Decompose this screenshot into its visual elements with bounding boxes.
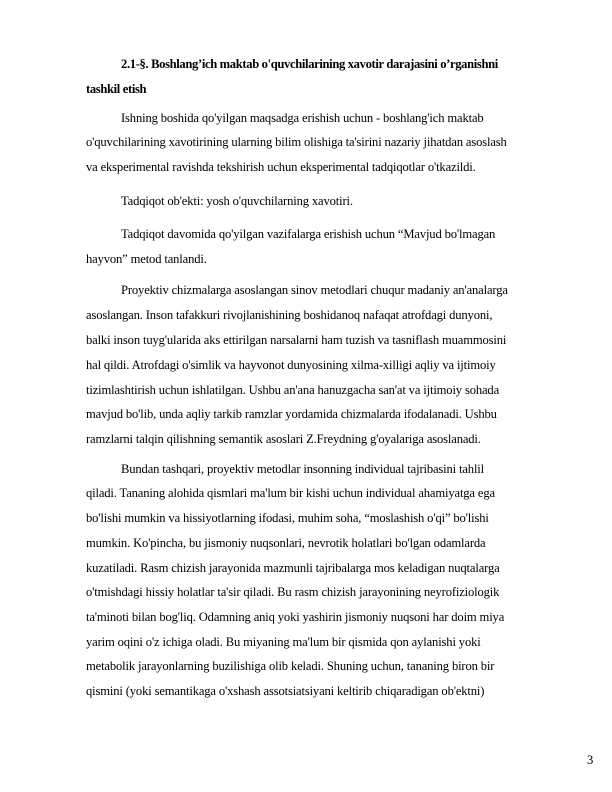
paragraph-4-line-2: asoslangan. Inson tafakkuri rivojlanishining boshidanoq nafaqat atrofdagi dunyoni, bbox=[86, 308, 493, 322]
page-number: 3 bbox=[587, 753, 594, 767]
paragraph-4-line-6: mavjud bo'lib, unda aqliy tarkib ramzlar yordamida chizmalarda ifodalanadi. Ushbu bbox=[86, 407, 497, 421]
paragraph-1-line-2: o'quvchilarining xavotirining ularning bilim olishiga ta'sirini nazariy jihatdan asoslash bbox=[86, 135, 507, 149]
section-heading-line-2: tashkil etish bbox=[86, 82, 147, 96]
paragraph-4-line-7: ramzlarni talqin qilishning semantik asoslari Z.Freydning g'oyalariga asoslanadi. bbox=[86, 432, 481, 446]
paragraph-5-line-5: kuzatiladi. Rasm chizish jarayonida mazmunli tajribalarga mos keladigan nuqtalarga bbox=[86, 561, 500, 575]
paragraph-4-line-3: balki inson tuyg'ularida aks ettirilgan narsalarni ham tuzish va tasniflash muammosini bbox=[86, 333, 507, 347]
paragraph-5-line-6: o'tmishdagi hissiy holatlar ta'sir qiladi. Bu rasm chizish jarayonining neyrofiziologik bbox=[86, 585, 500, 599]
paragraph-5-line-7: ta'minoti bilan bog'liq. Odamning aniq yoki yashirin jismoniy nuqsoni har doim miya bbox=[86, 610, 505, 624]
paragraph-3-line-1: Tadqiqot davomida qo'yilgan vazifalarga erishish uchun “Mavjud bo'lmagan bbox=[121, 227, 496, 241]
paragraph-4-line-4: hal qildi. Atrofdagi o'simlik va hayvonot dunyosining xilma-xilligi aqliy va ijtimoiy bbox=[86, 358, 496, 372]
section-heading-line-1: 2.1-§. Boshlang’ich maktab o'quvchilarining xavotir darajasini o’rganishni bbox=[121, 57, 498, 71]
paragraph-1-line-1: Ishning boshida qo'yilgan maqsadga erishish uchun - boshlang'ich maktab bbox=[121, 111, 484, 125]
paragraph-4-line-1: Proyektiv chizmalarga asoslangan sinov metodlari chuqur madaniy an'analarga bbox=[121, 283, 508, 297]
paragraph-5-line-1: Bundan tashqari, proyektiv metodlar insonning individual tajribasini tahlil bbox=[121, 462, 485, 476]
paragraph-5-line-8: yarim oqini o'z ichiga oladi. Bu miyaning ma'lum bir qismida qon aylanishi yoki bbox=[86, 635, 481, 649]
paragraph-5-line-2: qiladi. Tananing alohida qismlari ma'lum bir kishi uchun individual ahamiyatga ega bbox=[86, 486, 495, 500]
paragraph-5-line-3: bo'lishi mumkin va hissiyotlarning ifodasi, muhim soha, “moslashish o'qi” bo'lishi bbox=[86, 511, 489, 525]
paragraph-5-line-4: mumkin. Ko'pincha, bu jismoniy nuqsonlari, nevrotik holatlari bo'lgan odamlarda bbox=[86, 536, 486, 550]
paragraph-4-line-5: tizimlashtirish uchun ishlatilgan. Ushbu an'ana hanuzgacha san'at va ijtimoiy sohada bbox=[86, 383, 500, 397]
paragraph-3-line-2: hayvon” metod tanlandi. bbox=[86, 252, 207, 266]
paragraph-1-line-3: va eksperimental ravishda tekshirish uchun eksperimental tadqiqotlar o'tkazildi. bbox=[86, 160, 476, 174]
paragraph-2-line-1: Tadqiqot ob'ekti: yosh o'quvchilarning xavotiri. bbox=[121, 194, 353, 208]
paragraph-5-line-9: metabolik jarayonlarning buzilishiga olib keladi. Shuning uchun, tananing biron bir bbox=[86, 659, 495, 673]
paragraph-5-line-10: qismini (yoki semantikaga o'xshash assotsiatsiyani keltirib chiqaradigan ob'ektni) bbox=[86, 684, 485, 698]
